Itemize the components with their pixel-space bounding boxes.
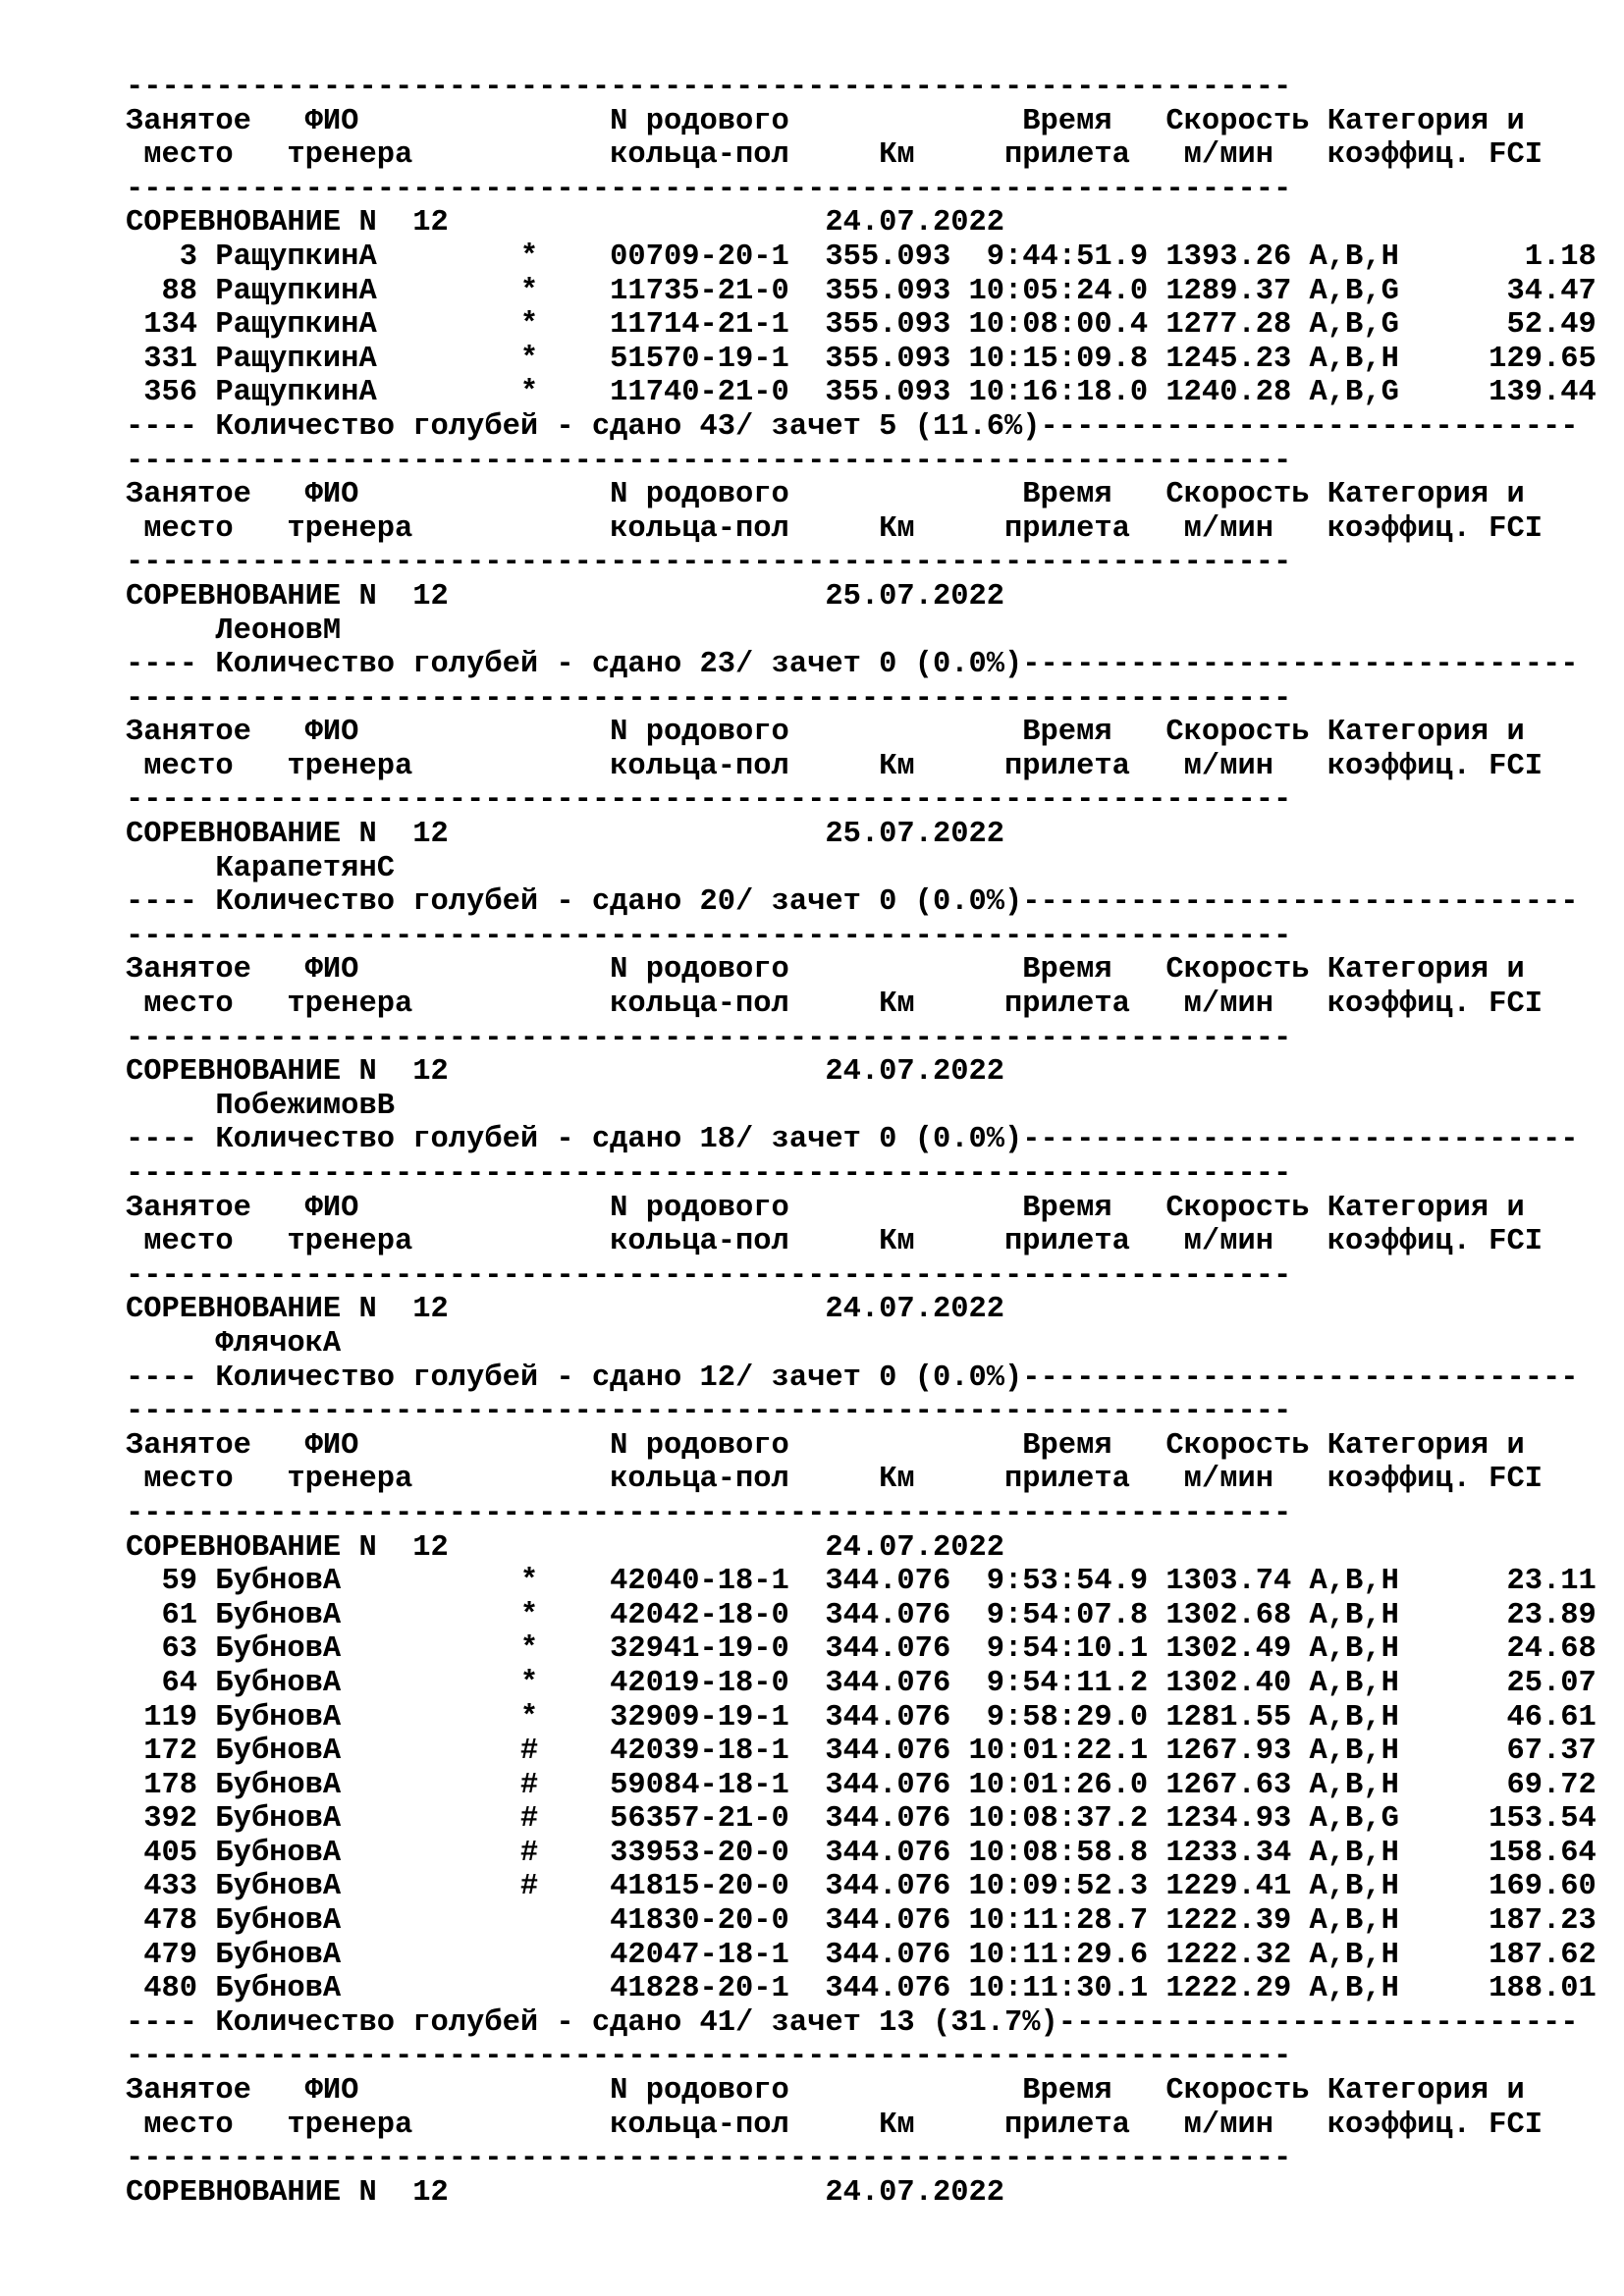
result-row: 479 БубновА 42047-18-1 344.076 10:11:29.6 1222.32 A,B,H 187.62 bbox=[126, 1938, 1597, 1972]
separator-line: ----------------------------------------------------------------- bbox=[126, 1021, 1292, 1055]
result-row: 405 БубновА # 33953-20-0 344.076 10:08:58.8 1233.34 A,B,H 158.64 bbox=[126, 1836, 1597, 1870]
column-header-line-2: место тренера кольца-пол Км прилета м/мин коэффиц. FCI bbox=[126, 749, 1543, 783]
summary-line: ---- Количество голубей - сдано 18/ зачет 0 (0.0%)------------------------------- bbox=[126, 1123, 1579, 1157]
result-row: 478 БубновА 41830-20-0 344.076 10:11:28.7 1222.39 A,B,H 187.23 bbox=[126, 1904, 1597, 1939]
result-row: 134 РащупкинА * 11714-21-1 355.093 10:08:00.4 1277.28 A,B,G 52.49 bbox=[126, 308, 1597, 343]
separator-line: ----------------------------------------------------------------- bbox=[126, 783, 1292, 818]
column-header-line-1: Занятое ФИО N родового Время Скорость Категория и bbox=[126, 1428, 1525, 1463]
summary-line: ---- Количество голубей - сдано 23/ зачет 0 (0.0%)------------------------------- bbox=[126, 648, 1579, 682]
result-row: 178 БубновА # 59084-18-1 344.076 10:01:26.0 1267.63 A,B,H 69.72 bbox=[126, 1768, 1597, 1802]
summary-line: ---- Количество голубей - сдано 43/ зачет 5 (11.6%)------------------------------ bbox=[126, 409, 1579, 444]
separator-line: ----------------------------------------------------------------- bbox=[126, 919, 1292, 953]
result-row: 88 РащупкинА * 11735-21-0 355.093 10:05:24.0 1289.37 A,B,G 34.47 bbox=[126, 274, 1597, 308]
trainer-name: ПобежимовВ bbox=[126, 1089, 395, 1123]
result-row: 59 БубновА * 42040-18-1 344.076 9:53:54.9 1303.74 A,B,H 23.11 bbox=[126, 1565, 1597, 1599]
separator-line: ----------------------------------------------------------------- bbox=[126, 681, 1292, 716]
column-header-line-1: Занятое ФИО N родового Время Скорость Категория и bbox=[126, 2074, 1525, 2109]
separator-line: ----------------------------------------------------------------- bbox=[126, 546, 1292, 580]
result-row: 3 РащупкинА * 00709-20-1 355.093 9:44:51.9 1393.26 A,B,H 1.18 bbox=[126, 240, 1597, 274]
column-header-line-2: место тренера кольца-пол Км прилета м/мин коэффиц. FCI bbox=[126, 1225, 1543, 1259]
competition-title: СОРЕВНОВАНИЕ N 12 24.07.2022 bbox=[126, 1293, 1005, 1327]
separator-line: ----------------------------------------------------------------- bbox=[126, 1258, 1292, 1293]
trainer-name: КарапетянС bbox=[126, 851, 395, 885]
summary-line: ---- Количество голубей - сдано 12/ зачет 0 (0.0%)------------------------------- bbox=[126, 1361, 1579, 1395]
result-row: 172 БубновА # 42039-18-1 344.076 10:01:22.1 1267.93 A,B,H 67.37 bbox=[126, 1735, 1597, 1769]
trainer-name: ФлячокА bbox=[126, 1326, 342, 1361]
result-row: 480 БубновА 41828-20-1 344.076 10:11:30.1 1222.29 A,B,H 188.01 bbox=[126, 1972, 1597, 2006]
result-row: 63 БубновА * 32941-19-0 344.076 9:54:10.1 1302.49 A,B,H 24.68 bbox=[126, 1632, 1597, 1667]
column-header-line-1: Занятое ФИО N родового Время Скорость Категория и bbox=[126, 104, 1525, 138]
column-header-line-1: Занятое ФИО N родового Время Скорость Категория и bbox=[126, 953, 1525, 988]
column-header-line-2: место тренера кольца-пол Км прилета м/мин коэффиц. FCI bbox=[126, 138, 1543, 173]
result-row: 64 БубновА * 42019-18-0 344.076 9:54:11.2 1302.40 A,B,H 25.07 bbox=[126, 1666, 1597, 1700]
summary-line: ---- Количество голубей - сдано 20/ зачет 0 (0.0%)------------------------------- bbox=[126, 885, 1579, 920]
result-row: 61 БубновА * 42042-18-0 344.076 9:54:07.8 1302.68 A,B,H 23.89 bbox=[126, 1598, 1597, 1632]
competition-title: СОРЕВНОВАНИЕ N 12 24.07.2022 bbox=[126, 2175, 1005, 2210]
competition-title: СОРЕВНОВАНИЕ N 12 24.07.2022 bbox=[126, 1530, 1005, 1565]
trainer-name: ЛеоновМ bbox=[126, 614, 342, 648]
competition-title: СОРЕВНОВАНИЕ N 12 24.07.2022 bbox=[126, 206, 1005, 240]
column-header-line-2: место тренера кольца-пол Км прилета м/мин коэффиц. FCI bbox=[126, 511, 1543, 546]
separator-line: ----------------------------------------------------------------- bbox=[126, 71, 1292, 104]
result-row: 356 РащупкинА * 11740-21-0 355.093 10:16:18.0 1240.28 A,B,G 139.44 bbox=[126, 376, 1597, 410]
column-header-line-1: Занятое ФИО N родового Время Скорость Категория и bbox=[126, 716, 1525, 750]
result-row: 392 БубновА # 56357-21-0 344.076 10:08:37.2 1234.93 A,B,G 153.54 bbox=[126, 1802, 1597, 1837]
competition-title: СОРЕВНОВАНИЕ N 12 25.07.2022 bbox=[126, 818, 1005, 852]
column-header-line-2: место тренера кольца-пол Км прилета м/мин коэффиц. FCI bbox=[126, 1463, 1543, 1497]
separator-line: ----------------------------------------------------------------- bbox=[126, 444, 1292, 478]
column-header-line-1: Занятое ФИО N родового Время Скорость Категория и bbox=[126, 1191, 1525, 1225]
separator-line: ----------------------------------------------------------------- bbox=[126, 2142, 1292, 2176]
summary-line: ---- Количество голубей - сдано 41/ зачет 13 (31.7%)----------------------------- bbox=[126, 2005, 1579, 2040]
separator-line: ----------------------------------------------------------------- bbox=[126, 1395, 1292, 1429]
separator-line: ----------------------------------------------------------------- bbox=[126, 1496, 1292, 1530]
column-header-line-2: место тренера кольца-пол Км прилета м/мин коэффиц. FCI bbox=[126, 988, 1543, 1022]
competition-title: СОРЕВНОВАНИЕ N 12 24.07.2022 bbox=[126, 1055, 1005, 1090]
result-row: 119 БубновА * 32909-19-1 344.076 9:58:29.0 1281.55 A,B,H 46.61 bbox=[126, 1700, 1597, 1735]
competition-report bbox=[126, 71, 1598, 2210]
competition-title: СОРЕВНОВАНИЕ N 12 25.07.2022 bbox=[126, 579, 1005, 614]
separator-line: ----------------------------------------------------------------- bbox=[126, 1157, 1292, 1191]
result-row: 433 БубновА # 41815-20-0 344.076 10:09:52.3 1229.41 A,B,H 169.60 bbox=[126, 1870, 1597, 1904]
result-row: 331 РащупкинА * 51570-19-1 355.093 10:15:09.8 1245.23 A,B,H 129.65 bbox=[126, 342, 1597, 376]
separator-line: ----------------------------------------------------------------- bbox=[126, 172, 1292, 206]
column-header-line-2: место тренера кольца-пол Км прилета м/мин коэффиц. FCI bbox=[126, 2108, 1543, 2142]
separator-line: ----------------------------------------------------------------- bbox=[126, 2040, 1292, 2074]
column-header-line-1: Занятое ФИО N родового Время Скорость Категория и bbox=[126, 478, 1525, 512]
